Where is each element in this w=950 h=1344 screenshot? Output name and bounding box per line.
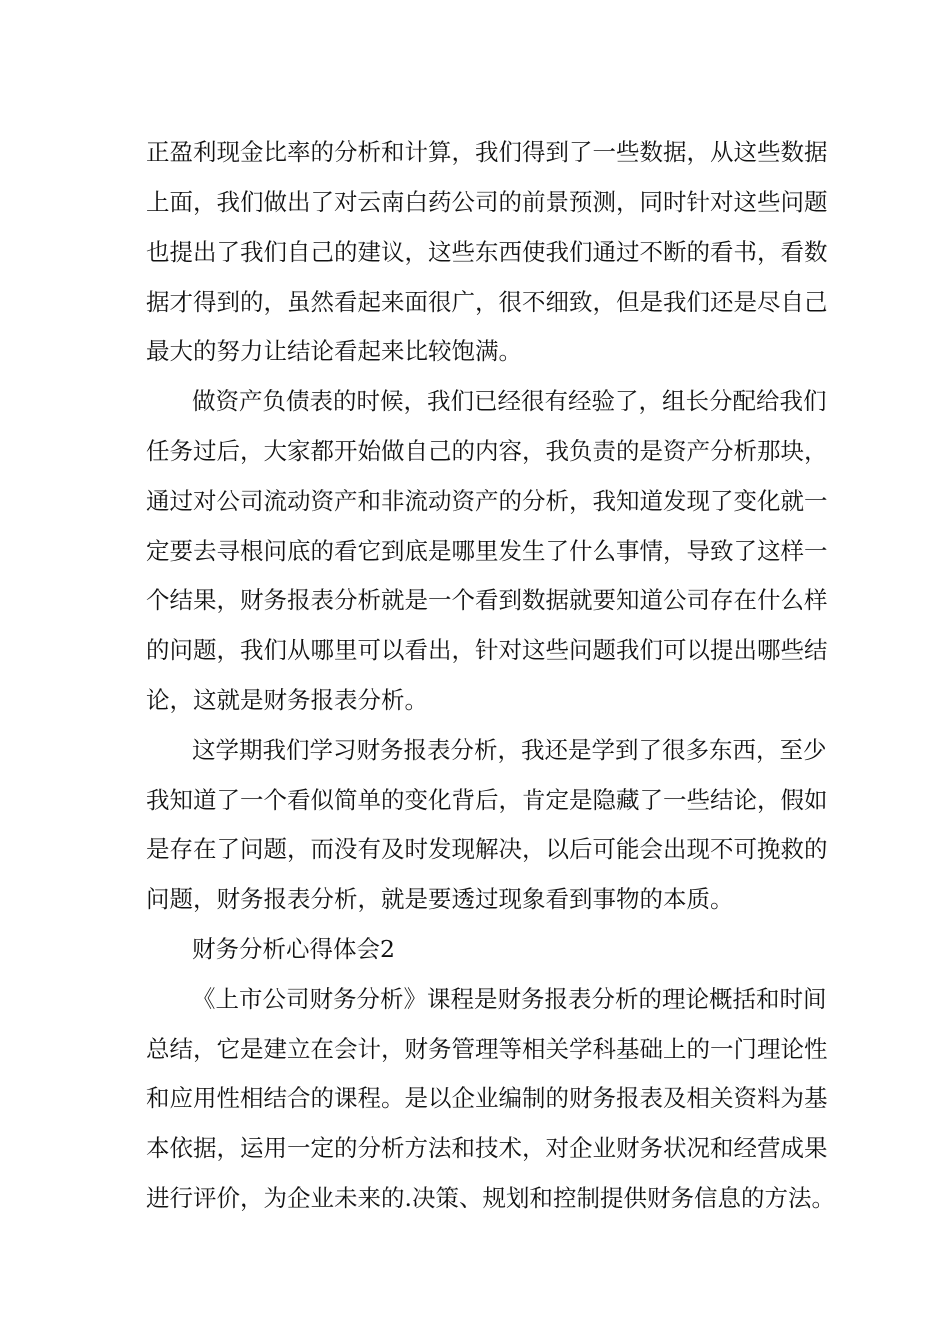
section-heading: 财务分析心得体会2 — [192, 935, 395, 963]
text-line: 的问题，我们从哪里可以看出，针对这些问题我们可以提出哪些结 — [146, 636, 828, 664]
text-line: 论，这就是财务报表分析。 — [146, 686, 428, 714]
text-line: 任务过后，大家都开始做自己的内容，我负责的是资产分析那块， — [146, 437, 828, 465]
text-line: 做资产负债表的时候，我们已经很有经验了，组长分配给我们 — [192, 387, 827, 415]
text-line: 是存在了问题，而没有及时发现解决，以后可能会出现不可挽救的 — [146, 835, 828, 863]
text-line: 正盈利现金比率的分析和计算，我们得到了一些数据，从这些数据 — [146, 138, 828, 166]
text-line: 进行评价，为企业未来的.决策、规划和控制提供财务信息的方法。 — [146, 1184, 835, 1212]
text-line: 也提出了我们自己的建议，这些东西使我们通过不断的看书，看数 — [146, 238, 828, 266]
text-line: 问题，财务报表分析，就是要透过现象看到事物的本质。 — [146, 885, 734, 913]
text-line: 据才得到的，虽然看起来面很广，很不细致，但是我们还是尽自己 — [146, 288, 828, 316]
text-line: 个结果，财务报表分析就是一个看到数据就要知道公司存在什么样 — [146, 586, 828, 614]
text-line: 最大的努力让结论看起来比较饱满。 — [146, 337, 522, 365]
text-line: 本依据，运用一定的分析方法和技术，对企业财务状况和经营成果 — [146, 1134, 828, 1162]
text-line: 上面，我们做出了对云南白药公司的前景预测，同时针对这些问题 — [146, 188, 828, 216]
text-line: 定要去寻根问底的看它到底是哪里发生了什么事情，导致了这样一 — [146, 537, 828, 565]
text-line: 通过对公司流动资产和非流动资产的分析，我知道发现了变化就一 — [146, 487, 828, 515]
text-line: 总结，它是建立在会计，财务管理等相关学科基础上的一门理论性 — [146, 1035, 828, 1063]
text-line: 我知道了一个看似简单的变化背后，肯定是隐藏了一些结论，假如 — [146, 786, 828, 814]
text-line: 这学期我们学习财务报表分析，我还是学到了很多东西，至少 — [192, 736, 827, 764]
text-line: 和应用性相结合的课程。是以企业编制的财务报表及相关资料为基 — [146, 1084, 828, 1112]
text-line: 《上市公司财务分析》课程是财务报表分析的理论概括和时间 — [192, 985, 827, 1013]
